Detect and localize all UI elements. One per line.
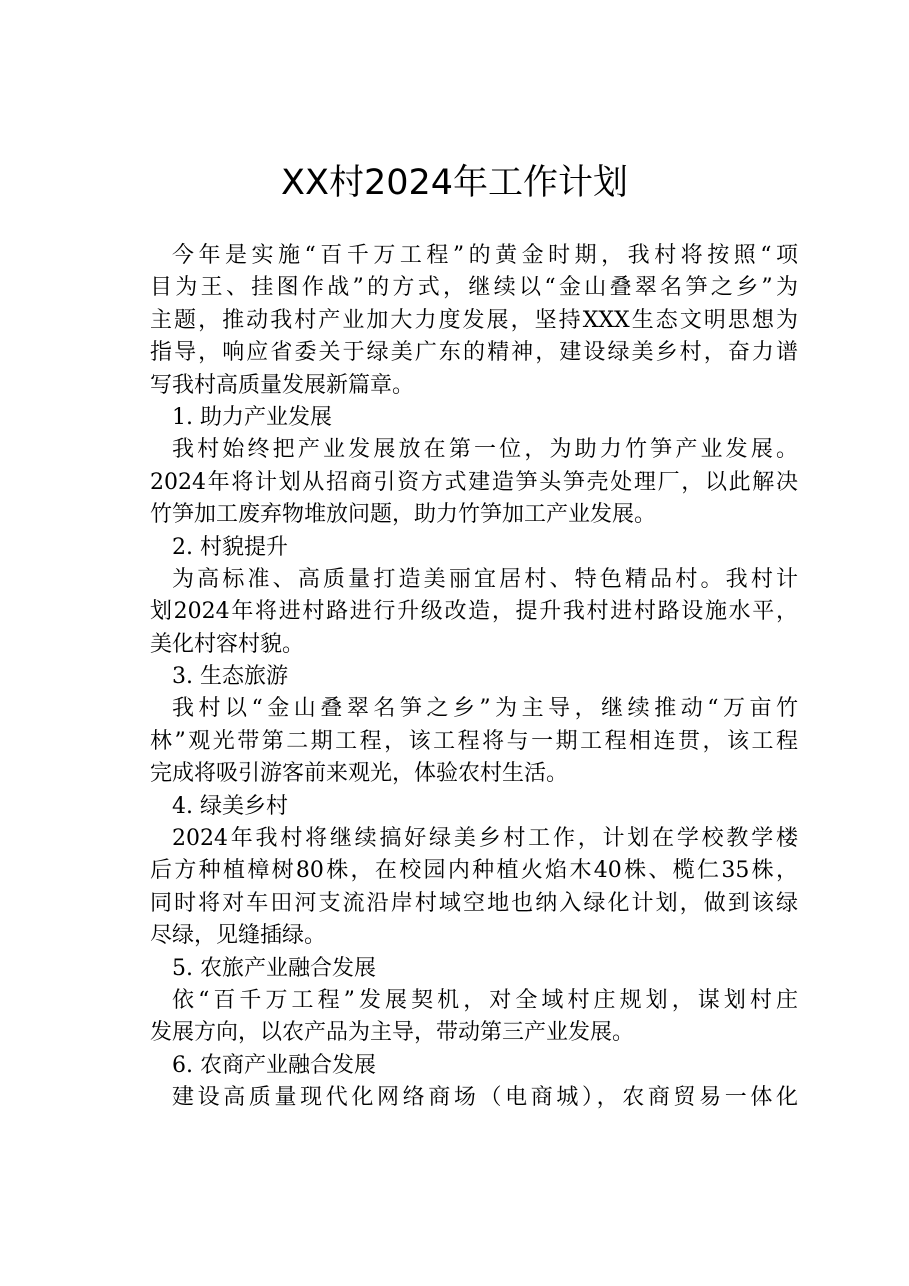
paragraph-line: 指导，响应省委关于绿美广东的精神，建设绿美乡村，奋力谱 — [150, 340, 798, 366]
paragraph-first-line: 为高标准、高质量打造美丽宜居村、特色精品村。我村计 — [172, 566, 798, 592]
paragraph-first-line: 2024年我村将继续搞好绿美乡村工作，计划在学校教学楼 — [172, 826, 798, 852]
section-heading: 3. 生态旅游 — [172, 664, 288, 690]
paragraph-first-line: 今年是实施“百千万工程”的黄金时期，我村将按照“项 — [172, 243, 798, 268]
section-heading: 2. 村貌提升 — [172, 534, 288, 560]
paragraph-last-line: 竹笋加工废弃物堆放问题，助力竹笋加工产业发展。 — [150, 502, 657, 528]
paragraph-last-line: 尽绿，见缝插绿。 — [150, 923, 327, 949]
paragraph-line: 2024年将计划从招商引资方式建造笋头笋壳处理厂，以此解决 — [150, 469, 798, 495]
paragraph-first-line: 我村始终把产业发展放在第一位，为助力竹笋产业发展。 — [172, 437, 798, 463]
paragraph-line: 主题，推动我村产业加大力度发展，坚持XXX生态文明思想为 — [150, 307, 798, 333]
section-heading: 1. 助力产业发展 — [172, 404, 332, 430]
paragraph-first-line: 依“百千万工程”发展契机，对全域村庄规划，谋划村庄 — [172, 987, 798, 1013]
document-title: XX村2024年工作计划 — [280, 163, 629, 203]
paragraph-line: 后方种植樟树80株，在校园内种植火焰木40株、榄仁35株， — [150, 858, 798, 884]
paragraph-last-line: 完成将吸引游客前来观光，体验农村生活。 — [150, 761, 569, 787]
paragraph-last-line: 美化村容村貌。 — [150, 631, 305, 657]
paragraph-last-line: 写我村高质量发展新篇章。 — [150, 372, 415, 398]
paragraph-line: 划2024年将进村路进行升级改造，提升我村进村路设施水平， — [150, 599, 798, 625]
paragraph-line: 目为王、挂图作战”的方式，继续以“金山叠翠名笋之乡”为 — [150, 275, 798, 301]
paragraph-line: 林”观光带第二期工程，该工程将与一期工程相连贯，该工程 — [150, 728, 798, 754]
document-body — [150, 240, 798, 1115]
paragraph-last-line: 发展方向，以农产品为主导，带动第三产业发展。 — [150, 1020, 635, 1046]
section-heading: 6. 农商产业融合发展 — [172, 1052, 376, 1078]
paragraph-line: 同时将对车田河支流沿岸村域空地也纳入绿化计划，做到该绿 — [150, 890, 798, 916]
paragraph-first-line: 我村以“金山叠翠名笋之乡”为主导，继续推动“万亩竹 — [172, 696, 798, 722]
section-heading: 5. 农旅产业融合发展 — [172, 955, 376, 981]
paragraph-first-line: 建设高质量现代化网络商场（电商城），农商贸易一体化 — [172, 1085, 798, 1111]
section-heading: 4. 绿美乡村 — [172, 793, 288, 819]
